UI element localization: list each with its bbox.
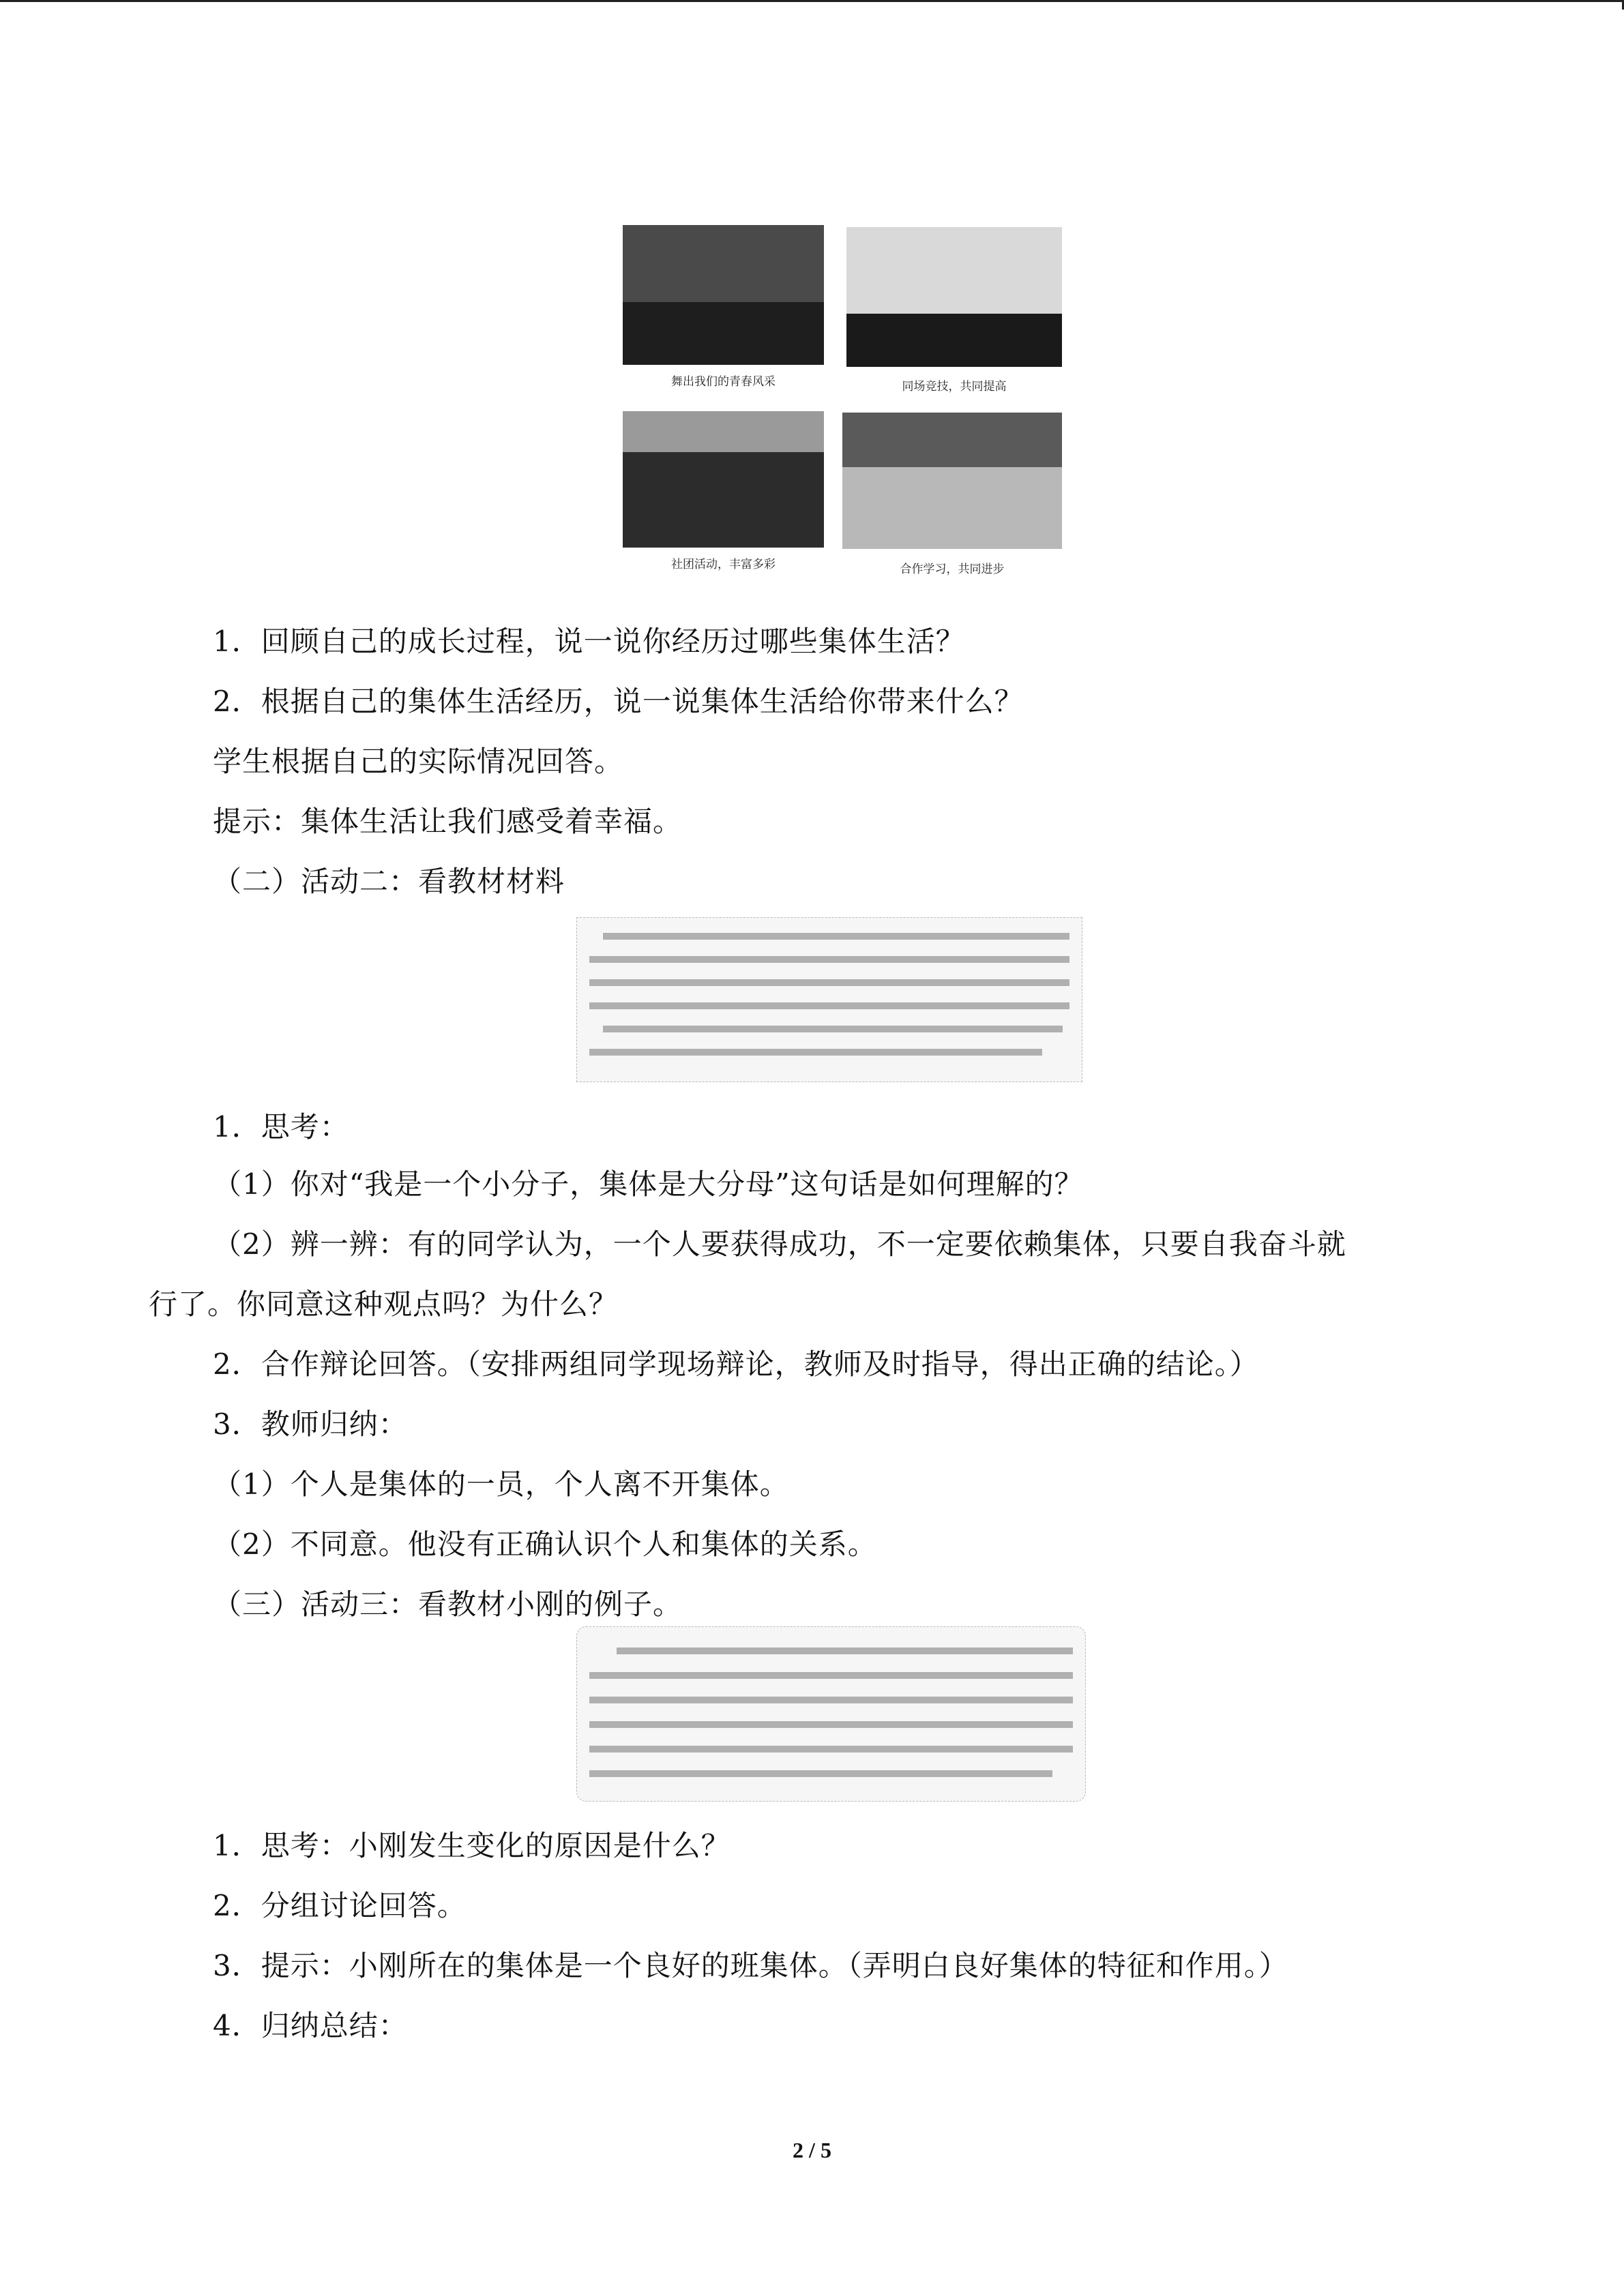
paragraph: 1．思考：	[213, 1110, 349, 1144]
paragraph: 3．提示：小刚所在的集体是一个良好的班集体。（弄明白良好集体的特征和作用。）	[213, 1949, 1288, 1982]
textbook-excerpt-image	[576, 917, 1082, 1082]
textbook-photo-figure	[617, 222, 1067, 583]
paragraph: （1）个人是集体的一员，个人离不开集体。	[213, 1467, 789, 1501]
top-rule	[0, 0, 1624, 2]
section-heading: （三）活动三：看教材小刚的例子。	[213, 1587, 683, 1621]
paragraph: 2．分组讨论回答。	[213, 1889, 467, 1922]
paragraph: 2．合作辩论回答。（安排两组同学现场辩论，教师及时指导，得出正确的结论。）	[213, 1347, 1259, 1381]
paragraph: 学生根据自己的实际情况回答。	[213, 745, 624, 778]
paragraph: 3．教师归纳：	[213, 1407, 408, 1441]
photo-study	[842, 413, 1062, 549]
photo-basketball	[846, 227, 1062, 367]
photo-caption-club: 社团活动，丰富多彩	[671, 558, 776, 571]
photo-caption-study: 合作学习，共同进步	[900, 563, 1005, 576]
paragraph: 2．根据自己的集体生活经历，说一说集体生活给你带来什么？	[213, 685, 1024, 718]
page-number: 2 / 5	[793, 2138, 831, 2162]
paragraph: 1．思考：小刚发生变化的原因是什么？	[213, 1829, 730, 1862]
paragraph: （2）辨一辨：有的同学认为，一个人要获得成功，不一定要依赖集体，只要自我奋斗就	[213, 1227, 1346, 1261]
section-heading: （二）活动二：看教材材料	[213, 865, 565, 898]
paragraph: （1）你对“我是一个小分子，集体是大分母”这句话是如何理解的？	[213, 1167, 1084, 1201]
paragraph: 4．归纳总结：	[213, 2009, 408, 2042]
photo-caption-dance: 舞出我们的青春风采	[671, 375, 776, 389]
photo-dance	[623, 225, 824, 365]
paragraph: 提示：集体生活让我们感受着幸福。	[213, 805, 683, 838]
photo-caption-basketball: 同场竞技，共同提高	[902, 380, 1007, 393]
textbook-excerpt-image	[576, 1626, 1086, 1802]
paragraph: （2）不同意。他没有正确认识个人和集体的关系。	[213, 1527, 877, 1561]
paragraph: 行了。你同意这种观点吗？为什么？	[149, 1287, 619, 1321]
photo-club	[623, 411, 824, 548]
paragraph: 1．回顾自己的成长过程，说一说你经历过哪些集体生活？	[213, 625, 965, 658]
